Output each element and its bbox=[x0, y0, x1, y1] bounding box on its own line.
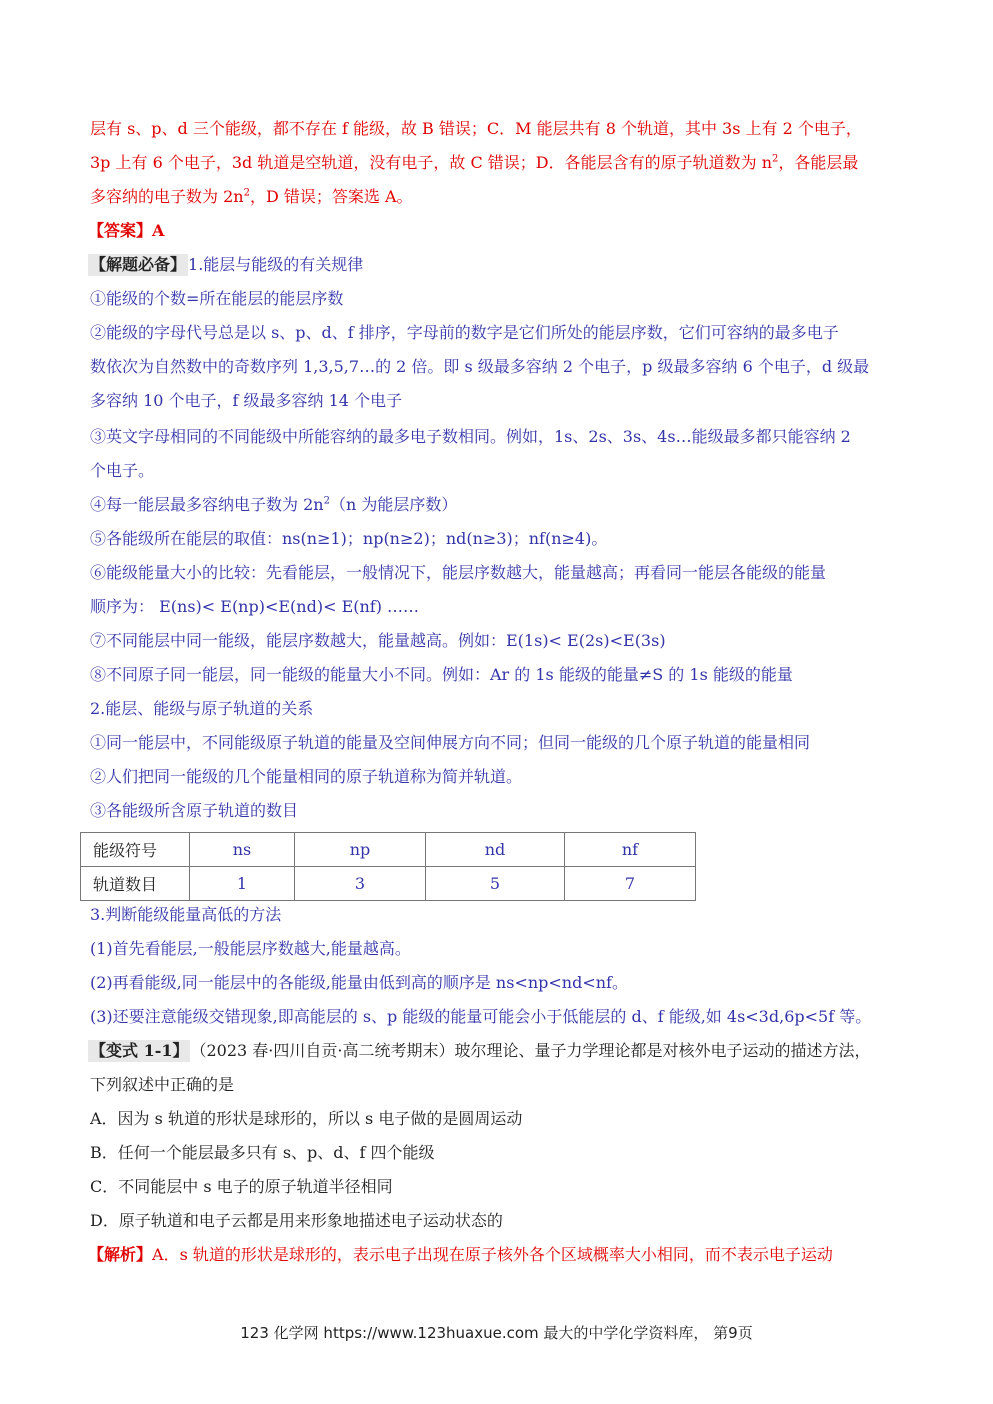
rule-4 bbox=[90, 494, 905, 516]
section3-item-1: (1)首先看能层,一般能层序数越大,能量越高。 bbox=[90, 939, 411, 958]
section2-item-1: ①同一能层中，不同能级原子轨道的能量及空间伸展方向不同；但同一能级的几个原子轨道的能量相同 bbox=[90, 733, 811, 752]
rule-4a: ④每一能层最多容纳电子数为 2n bbox=[90, 495, 324, 514]
section2-item-2: ②人们把同一能级的几个能量相同的原子轨道称为简并轨道。 bbox=[90, 767, 523, 786]
essential-tag: 【解题必备】 bbox=[90, 255, 187, 274]
intro-line-2a: 3p 上有 6 个电子，3d 轨道是空轨道，没有电子，故 C 错误；D．各能层含有的原子轨道数为 n bbox=[90, 153, 773, 172]
table-head-cell: 轨道数目 bbox=[81, 867, 190, 901]
section2-item-3: ③各能级所含原子轨道的数目 bbox=[90, 801, 299, 820]
option-d: D．原子轨道和电子云都是用来形象地描述电子运动状态的 bbox=[90, 1211, 503, 1230]
section3-title: 3.判断能级能量高低的方法 bbox=[90, 905, 282, 924]
intro-line-2b: ，各能层最 bbox=[778, 153, 859, 172]
section3-item-2: (2)再看能级,同一能层中的各能级,能量由低到高的顺序是 ns<np<nd<nf。 bbox=[90, 973, 628, 992]
rule-3-line-2: 个电子。 bbox=[90, 461, 155, 480]
rule-6-line-1: ⑥能级能量大小的比较：先看能层，一般情况下，能层序数越大，能量越高；再看同一能层各能级的能量 bbox=[90, 563, 827, 582]
table-cell: np bbox=[295, 833, 426, 867]
table-cell: 1 bbox=[190, 867, 295, 901]
table-cell: nf bbox=[565, 833, 696, 867]
intro-line-3a: 多容纳的电子数为 2n bbox=[90, 187, 244, 206]
intro-line-3b: ，D 错误；答案选 A。 bbox=[249, 187, 413, 206]
answer-tag: 【答案】 bbox=[88, 221, 153, 240]
analysis-line bbox=[88, 1244, 903, 1266]
rule-2-line-1: ②能级的字母代号总是以 s、p、d、f 排序，字母前的数字是它们所处的能层序数，它们可容纳的最多电子 bbox=[90, 323, 839, 342]
table-cell: 5 bbox=[426, 867, 565, 901]
intro-line-2 bbox=[90, 152, 905, 174]
superscript: 2 bbox=[243, 187, 250, 199]
table-head-cell: 能级符号 bbox=[81, 833, 190, 867]
rule-3-line-1: ③英文字母相同的不同能级中所能容纳的最多电子数相同。例如，1s、2s、3s、4s…能级最多都只能容纳 2 bbox=[90, 427, 851, 446]
intro-line-3 bbox=[90, 186, 905, 208]
rule-1: ①能级的个数=所在能层的能层序数 bbox=[90, 289, 344, 308]
rule-8: ⑧不同原子同一能层，同一能级的能量大小不同。例如：Ar 的 1s 能级的能量≠S 的 1s 能级的能量 bbox=[90, 665, 793, 684]
superscript: 2 bbox=[772, 153, 779, 165]
variant-question-2: 下列叙述中正确的是 bbox=[90, 1075, 235, 1094]
option-b: B．任何一个能层最多只有 s、p、d、f 四个能级 bbox=[90, 1143, 435, 1162]
answer-value: A bbox=[152, 221, 165, 240]
essential-line bbox=[88, 254, 903, 276]
table-cell: 3 bbox=[295, 867, 426, 901]
rule-6-line-2: 顺序为： E(ns)< E(np)<E(nd)< E(nf) …… bbox=[90, 597, 420, 616]
rule-7: ⑦不同能层中同一能级，能层序数越大，能量越高。例如：E(1s)< E(2s)<E(3s) bbox=[90, 631, 666, 650]
variant-source: （2023 春·四川自贡·高二统考期末） bbox=[190, 1041, 455, 1060]
page-footer: 123 化学网 https://www.123huaxue.com 最大的中学化学资料库， 第9页 bbox=[240, 1324, 753, 1342]
table-row bbox=[81, 833, 696, 867]
table-cell: ns bbox=[190, 833, 295, 867]
intro-line-1: 层有 s、p、d 三个能级，都不存在 f 能级，故 B 错误；C．M 能层共有 8 个轨道，其中 3s 上有 2 个电子， bbox=[90, 119, 862, 138]
variant-line-1 bbox=[88, 1040, 903, 1062]
essential-title: 1.能层与能级的有关规律 bbox=[188, 255, 364, 274]
table-cell: nd bbox=[426, 833, 565, 867]
analysis-tag: 【解析】 bbox=[88, 1245, 153, 1264]
option-c: C．不同能层中 s 电子的原子轨道半径相同 bbox=[90, 1177, 393, 1196]
section2-title: 2.能层、能级与原子轨道的关系 bbox=[90, 699, 314, 718]
table-row bbox=[81, 867, 696, 901]
answer-line bbox=[88, 220, 903, 242]
variant-question-1: 玻尔理论、量子力学理论都是对核外电子运动的描述方法， bbox=[454, 1041, 871, 1060]
superscript: 2 bbox=[323, 495, 330, 507]
rule-4b: （n 为能层序数） bbox=[329, 495, 458, 514]
orbital-count-table bbox=[80, 832, 696, 901]
variant-tag: 【变式 1-1】 bbox=[90, 1041, 189, 1060]
section3-item-3: (3)还要注意能级交错现象,即高能层的 s、p 能级的能量可能会小于低能层的 d、f 能级,如 4s<3d,6p<5f 等。 bbox=[90, 1007, 872, 1026]
rule-5: ⑤各能级所在能层的取值：ns(n≥1)；np(n≥2)；nd(n≥3)；nf(n≥4)。 bbox=[90, 529, 608, 548]
rule-2-line-3: 多容纳 10 个电子，f 级最多容纳 14 个电子 bbox=[90, 391, 403, 410]
option-a: A．因为 s 轨道的形状是球形的，所以 s 电子做的是圆周运动 bbox=[90, 1109, 523, 1128]
rule-2-line-2: 数依次为自然数中的奇数序列 1,3,5,7…的 2 倍。即 s 级最多容纳 2 个电子，p 级最多容纳 6 个电子，d 级最 bbox=[90, 357, 870, 376]
analysis-text: A．s 轨道的形状是球形的，表示电子出现在原子核外各个区域概率大小相同，而不表示电子运动 bbox=[152, 1245, 833, 1264]
table-cell: 7 bbox=[565, 867, 696, 901]
